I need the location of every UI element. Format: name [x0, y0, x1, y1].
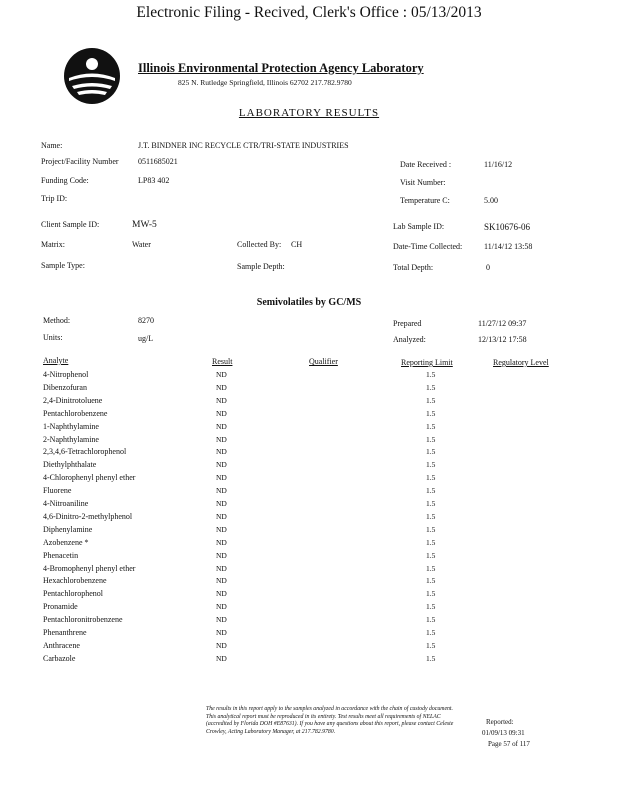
total-depth-label: Total Depth:: [393, 263, 434, 272]
analyte-result: ND: [216, 524, 227, 534]
analyte-name: Fluorene: [43, 486, 72, 496]
units-label: Units:: [43, 333, 63, 342]
analyte-reporting-limit: 1.5: [426, 499, 436, 508]
analyte-reporting-limit: 1.5: [426, 370, 436, 379]
analyte-name: 4-Nitrophenol: [43, 370, 89, 379]
analyte-name: Azobenzene *: [43, 537, 89, 547]
method-value: 8270: [138, 316, 154, 325]
analyte-name: Pentachlorophenol: [43, 589, 103, 599]
reported-value: 01/09/13 09:31: [482, 729, 525, 737]
analyte-reporting-limit: 1.5: [426, 550, 436, 560]
analyte-name: Pronamide: [43, 602, 78, 612]
analyte-result: ND: [216, 537, 227, 547]
report-title: LABORATORY RESULTS: [238, 107, 380, 119]
analyte-reporting-limit: 1.5: [426, 421, 436, 431]
analyte-reporting-limit: 1.5: [426, 447, 436, 457]
name-value: J.T. BINDNER INC RECYCLE CTR/TRI-STATE INDUSTRIES: [138, 141, 349, 150]
analyte-result: ND: [216, 382, 227, 392]
analyte-reporting-limit: 1.5: [426, 589, 436, 599]
analyte-result: ND: [216, 434, 227, 444]
lab-sample-label: Lab Sample ID:: [393, 222, 445, 231]
sample-depth-label: Sample Depth:: [237, 262, 285, 271]
lab-address: 825 N. Rutledge Springfield, Illinois 62702 217.782.9780: [178, 78, 352, 87]
analyte-reporting-limit: 1.5: [426, 486, 436, 496]
analyte-reporting-limit: 1.5: [426, 511, 436, 521]
lab-name: Illinois Environmental Protection Agency Laboratory: [138, 61, 424, 75]
datetime-collected-value: 11/14/12 13:58: [484, 242, 533, 251]
analyte-name: 1-Naphthylamine: [43, 421, 99, 431]
visit-label: Visit Number:: [400, 178, 446, 187]
analyte-reporting-limit: 1.5: [426, 460, 436, 470]
analyte-name: Anthracene: [43, 640, 80, 650]
analyte-result: ND: [216, 653, 227, 663]
analyte-result: ND: [216, 370, 227, 379]
analyte-reporting-limit: 1.5: [426, 524, 436, 534]
units-value: ug/L: [138, 334, 154, 343]
analyzed-label: Analyzed:: [393, 335, 426, 344]
analyte-result: ND: [216, 473, 227, 483]
analyte-result: ND: [216, 499, 227, 508]
page-number: Page 57 of 117: [488, 740, 530, 748]
temperature-label: Temperature C:: [400, 196, 450, 205]
analyte-name: 4-Chlorophenyl phenyl ether: [43, 473, 136, 483]
analyte-result: ND: [216, 576, 227, 586]
header-regulatory-level: Regulatory Level: [493, 358, 549, 367]
analyte-result: ND: [216, 447, 227, 457]
analyte-result: ND: [216, 563, 227, 573]
analyte-result: ND: [216, 395, 227, 405]
analyte-result: ND: [216, 615, 227, 625]
total-depth-value: 0: [486, 263, 490, 272]
section-title: Semivolatiles by GC/MS: [256, 297, 362, 308]
date-received-label: Date Received :: [400, 160, 452, 169]
analyte-result: ND: [216, 589, 227, 599]
analyte-result: ND: [216, 460, 227, 470]
analyte-reporting-limit: 1.5: [426, 434, 436, 444]
funding-value: LP83 402: [138, 176, 170, 185]
analyte-name: Carbazole: [43, 653, 76, 663]
name-label: Name:: [41, 141, 63, 150]
header-qualifier: Qualifier: [309, 357, 338, 366]
analyte-reporting-limit: 1.5: [426, 395, 436, 405]
analyte-name: Diphenylamine: [43, 524, 93, 534]
matrix-label: Matrix:: [41, 240, 65, 249]
analyte-result: ND: [216, 640, 227, 650]
header-result: Result: [212, 357, 233, 366]
trip-label: Trip ID:: [41, 194, 68, 203]
collected-by-label: Collected By:: [237, 240, 282, 249]
project-value: 0511685021: [138, 157, 178, 166]
analyte-name: Pentachlorobenzene: [43, 408, 108, 418]
header-analyte: Analyte: [43, 356, 69, 365]
analyte-name: 4-Bromophenyl phenyl ether: [43, 563, 136, 573]
lab-sample-value: SK10676-06: [484, 222, 531, 232]
analyte-reporting-limit: 1.5: [426, 382, 436, 392]
clerk-filing-stamp: Electronic Filing - Recived, Clerk's Office : 05/13/2013: [136, 4, 482, 21]
analyte-result: ND: [216, 511, 227, 521]
analyte-name: Diethylphthalate: [43, 460, 97, 470]
client-sample-label: Client Sample ID:: [41, 220, 100, 229]
collected-by-value: CH: [291, 240, 303, 249]
analyte-name: 4,6-Dinitro-2-methylphenol: [43, 511, 133, 521]
client-sample-value: MW-5: [132, 220, 157, 230]
analyte-name: 2,3,4,6-Tetrachlorophenol: [43, 447, 127, 457]
analyte-reporting-limit: 1.5: [426, 408, 436, 418]
analyte-reporting-limit: 1.5: [426, 653, 436, 663]
analyte-reporting-limit: 1.5: [426, 537, 436, 547]
footer-disclaimer: The results in this report apply to the samples analyzed in accordance with the chain of custody document. This analytical report must be reproduced in its entirety. Test results meet all requirements of NELAC (accredited by Florida DOH #E87631). If you have any questions about this report, please contact Celeste Crowley, Acting Laboratory Manager, at 217.782.9780.: [206, 706, 454, 735]
analyte-reporting-limit: 1.5: [426, 473, 436, 483]
analyte-name: Phenanthrene: [43, 628, 87, 637]
method-label: Method:: [43, 316, 71, 325]
analyte-result: ND: [216, 408, 227, 418]
analyte-name: Hexachlorobenzene: [43, 576, 107, 586]
analyte-result: ND: [216, 602, 227, 612]
analyte-reporting-limit: 1.5: [426, 602, 436, 612]
analyte-name: 2-Naphthylamine: [43, 434, 99, 444]
analyte-reporting-limit: 1.5: [426, 615, 436, 625]
date-received-value: 11/16/12: [484, 160, 513, 169]
analyzed-value: 12/13/12 17:58: [478, 335, 527, 344]
project-label: Project/Facility Number: [41, 157, 119, 166]
analyte-name: Dibenzofuran: [43, 382, 87, 392]
analyte-name: 2,4-Dinitrotoluene: [43, 395, 103, 405]
analyte-reporting-limit: 1.5: [426, 576, 436, 586]
analyte-result: ND: [216, 421, 227, 431]
matrix-value: Water: [132, 240, 151, 249]
analyte-name: 4-Nitroaniline: [43, 499, 89, 508]
analyte-reporting-limit: 1.5: [426, 640, 436, 650]
analyte-result: ND: [216, 628, 227, 637]
funding-label: Funding Code:: [41, 176, 89, 185]
analyte-name: Phenacetin: [43, 550, 79, 560]
prepared-label: Prepared: [393, 319, 422, 328]
analyte-reporting-limit: 1.5: [426, 628, 436, 637]
iepa-logo-icon: [63, 47, 121, 105]
analyte-name: Pentachloronitrobenzene: [43, 615, 123, 625]
header-reporting-limit: Reporting Limit: [401, 358, 453, 367]
analyte-reporting-limit: 1.5: [426, 563, 436, 573]
datetime-collected-label: Date-Time Collected:: [393, 242, 463, 251]
analyte-result: ND: [216, 550, 227, 560]
prepared-value: 11/27/12 09:37: [478, 319, 527, 328]
analyte-result: ND: [216, 486, 227, 496]
sample-type-label: Sample Type:: [41, 261, 85, 270]
temperature-value: 5.00: [484, 196, 498, 205]
reported-label: Reported:: [486, 718, 514, 726]
